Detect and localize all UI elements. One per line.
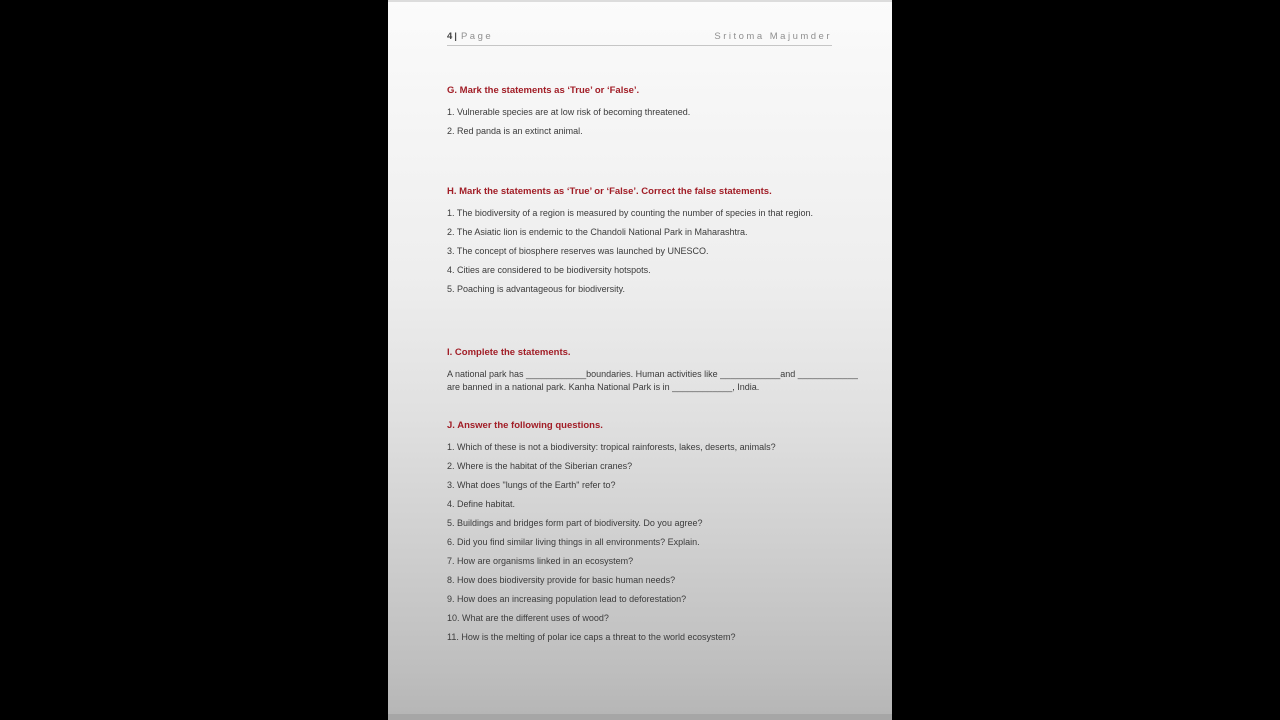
question-item: 10. What are the different uses of wood?	[447, 613, 609, 623]
statement-item: 5. Poaching is advantageous for biodiversity.	[447, 284, 625, 294]
question-item: 1. Which of these is not a biodiversity: tropical rainforests, lakes, deserts, animals?	[447, 442, 776, 452]
section-h-heading: H. Mark the statements as ‘True’ or ‘False’. Correct the false statements.	[447, 186, 772, 197]
section-h-items	[447, 207, 832, 296]
statement-item: 1. The biodiversity of a region is measured by counting the number of species in that region.	[447, 208, 814, 218]
question-item: 3. What does "lungs of the Earth" refer to?	[447, 480, 616, 490]
fill-in-blank-line: A national park has ____________boundaries. Human activities like ____________and ____________	[447, 369, 858, 379]
question-item: 2. Where is the habitat of the Siberian cranes?	[447, 461, 633, 471]
section-j-items	[447, 441, 832, 644]
question-item: 7. How are organisms linked in an ecosystem?	[447, 556, 634, 566]
document-page	[388, 0, 892, 720]
page-label: Page	[460, 31, 494, 42]
section-g-items	[447, 106, 832, 138]
page-number-separator: |	[454, 31, 457, 42]
document-content	[388, 0, 892, 644]
question-item: 9. How does an increasing population lead to deforestation?	[447, 594, 687, 604]
question-item: 6. Did you find similar living things in all environments? Explain.	[447, 537, 700, 547]
question-item: 8. How does biodiversity provide for basic human needs?	[447, 575, 676, 585]
statement-item: 3. The concept of biosphere reserves was launched by UNESCO.	[447, 246, 709, 256]
fill-in-blank-line: are banned in a national park. Kanha National Park is in ____________, India.	[447, 382, 760, 392]
question-item: 11. How is the melting of polar ice caps a threat to the world ecosystem?	[447, 632, 736, 642]
statement-item: 2. The Asiatic lion is endemic to the Chandoli National Park in Maharashtra.	[447, 227, 748, 237]
author-name: Sritoma Majumder	[714, 31, 832, 42]
section-g-true-false	[447, 84, 832, 138]
section-j-questions	[447, 419, 832, 644]
statement-item: 1. Vulnerable species are at low risk of becoming threatened.	[447, 107, 691, 117]
section-i-complete-statements	[447, 346, 858, 394]
statement-item: 2. Red panda is an extinct animal.	[447, 126, 583, 136]
statement-item: 4. Cities are considered to be biodiversity hotspots.	[447, 265, 651, 275]
page-number-area	[447, 29, 493, 42]
section-i-heading: I. Complete the statements.	[447, 347, 571, 358]
section-j-heading: J. Answer the following questions.	[447, 420, 603, 431]
section-h-true-false-correct	[447, 185, 832, 296]
section-i-paragraph	[447, 368, 858, 394]
page-header	[447, 0, 832, 46]
page-number: 4	[447, 31, 453, 42]
section-g-heading: G. Mark the statements as ‘True’ or ‘False’.	[447, 85, 640, 96]
question-item: 5. Buildings and bridges form part of biodiversity. Do you agree?	[447, 518, 703, 528]
question-item: 4. Define habitat.	[447, 499, 516, 509]
